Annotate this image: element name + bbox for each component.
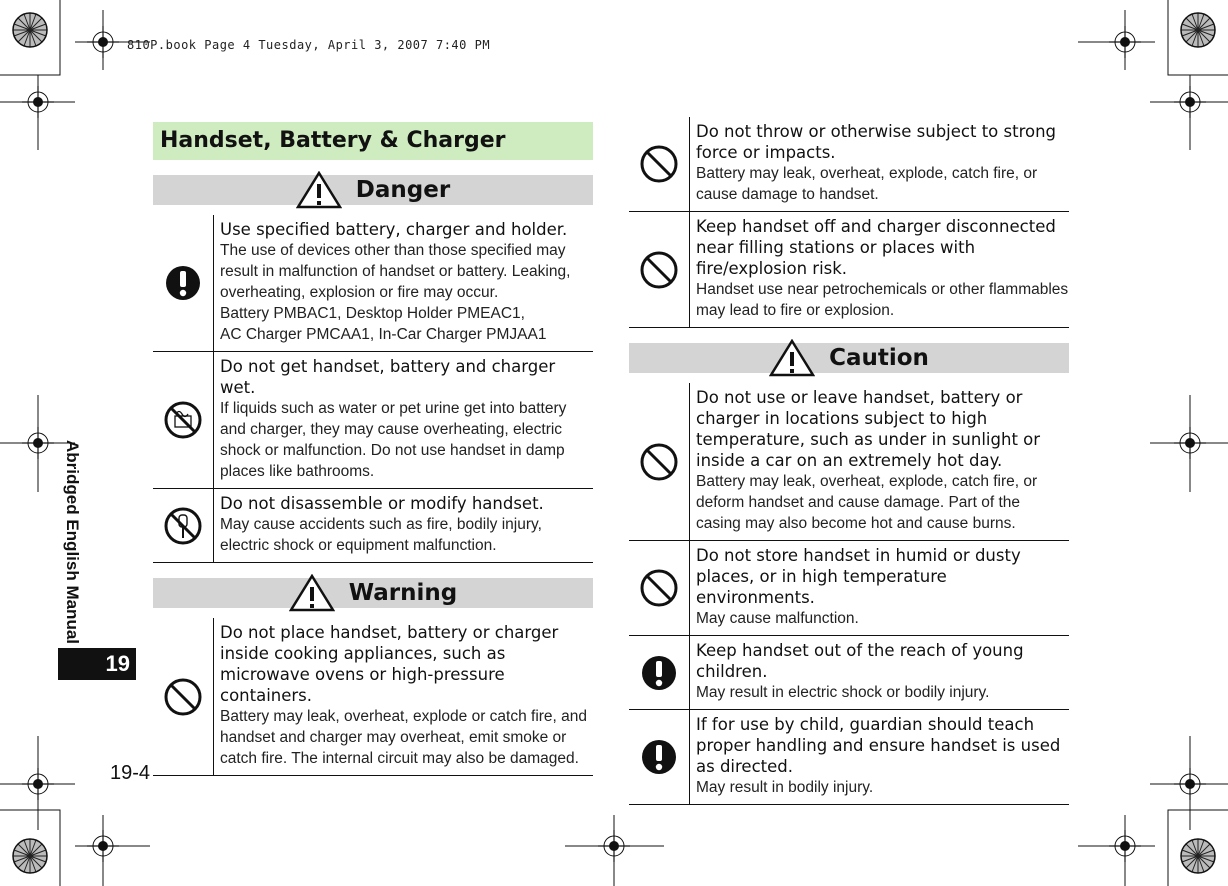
precaution-row [153, 489, 593, 563]
precaution-heading: Use specified battery, charger and holder. [220, 220, 568, 239]
precaution-body: Battery may leak, overheat, explode, catch fire, or cause damage to handset. [696, 165, 1038, 203]
precaution-heading: Keep handset out of the reach of young children. [696, 641, 1024, 681]
precaution-text [690, 636, 1069, 709]
prohibited-icon [629, 541, 690, 635]
precaution-heading: Do not disassemble or modify handset. [220, 494, 544, 513]
precaution-heading: Do not get handset, battery and charger wet. [220, 357, 556, 397]
page-number: 19-4 [110, 762, 151, 784]
chapter-tab: 19 [58, 648, 136, 680]
warning-triangle-icon [296, 171, 342, 209]
prohibited-icon [629, 117, 690, 211]
precaution-heading: Do not store handset in humid or dusty places, or in high temperature environments. [696, 546, 1021, 607]
precaution-row [153, 618, 593, 776]
prohibited-icon [629, 212, 690, 327]
precaution-row [629, 541, 1069, 636]
precaution-heading: Keep handset off and charger disconnected near filling stations or places with fire/explosion risk. [696, 217, 1056, 278]
precaution-heading: Do not throw or otherwise subject to strong force or impacts. [696, 122, 1057, 162]
prohibited-icon [629, 383, 690, 540]
precaution-row [629, 636, 1069, 710]
precaution-row [629, 710, 1069, 805]
no-disassemble-icon [153, 489, 214, 562]
precaution-text [214, 489, 593, 562]
exclamation-icon [629, 710, 690, 804]
danger-band [153, 175, 593, 205]
precaution-text [214, 215, 593, 351]
precaution-heading: Do not place handset, battery or charger inside cooking appliances, such as microwave ovens or high-pressure containers. [220, 623, 559, 705]
section-title: Handset, Battery & Charger [153, 122, 593, 160]
precaution-text [690, 117, 1069, 211]
caution-list [629, 383, 1069, 805]
exclamation-icon [629, 636, 690, 709]
left-column [153, 175, 593, 776]
precaution-text [690, 212, 1069, 327]
precaution-body: AC Charger PMCAA1, In-Car Charger PMJAA1 [220, 326, 547, 343]
danger-list [153, 215, 593, 563]
sidebar-label: Abridged English Manual [63, 440, 82, 645]
precaution-heading: If for use by child, guardian should teach proper handling and ensure handset is used as directed. [696, 715, 1061, 776]
right-column [629, 117, 1069, 805]
precaution-body: May cause malfunction. [696, 610, 859, 627]
prohibited-icon [153, 618, 214, 775]
precaution-body: May result in bodily injury. [696, 779, 874, 796]
precaution-text [690, 541, 1069, 635]
precaution-body: The use of devices other than those specified may result in malfunction of handset or battery. Leaking, overheating, explosion or fire may occur. [220, 242, 571, 301]
print-header: 810P.book Page 4 Tuesday, April 3, 2007 7:40 PM [127, 38, 491, 52]
precaution-body: Battery may leak, overheat, explode or catch fire, and handset and charger may overheat, emit smoke or catch fire. The internal circuit may also be damaged. [220, 708, 588, 767]
precaution-body: May result in electric shock or bodily injury. [696, 684, 990, 701]
caution-band [629, 343, 1069, 373]
precaution-text [690, 710, 1069, 804]
caution-label: Caution [829, 345, 929, 371]
warning-label: Warning [348, 580, 458, 606]
precaution-row [629, 117, 1069, 212]
warning-list-left [153, 618, 593, 776]
precaution-body: Battery may leak, overheat, explode, catch fire, or deform handset and cause damage. Part of the casing may also become hot and cause burns. [696, 473, 1038, 532]
warning-list-right [629, 117, 1069, 328]
precaution-body: Handset use near petrochemicals or other flammables may lead to fire or explosion. [696, 281, 1069, 319]
precaution-row [153, 352, 593, 489]
warning-triangle-icon [289, 574, 335, 612]
no-wet-icon [153, 352, 214, 488]
precaution-text [214, 618, 593, 775]
precaution-text [690, 383, 1069, 540]
precaution-body: If liquids such as water or pet urine get into battery and charger, they may cause overheating, electric shock or malfunction. Do not use handset in damp places like bathrooms. [220, 400, 567, 480]
danger-label: Danger [355, 177, 451, 203]
warning-triangle-icon [769, 339, 815, 377]
precaution-row [153, 215, 593, 352]
precaution-text [214, 352, 593, 488]
precaution-body: Battery PMBAC1, Desktop Holder PMEAC1, [220, 305, 525, 322]
exclamation-icon [153, 215, 214, 351]
precaution-body: May cause accidents such as fire, bodily injury, electric shock or equipment malfunction. [220, 516, 542, 554]
warning-band [153, 578, 593, 608]
precaution-row [629, 383, 1069, 541]
precaution-row [629, 212, 1069, 328]
precaution-heading: Do not use or leave handset, battery or charger in locations subject to high temperature, such as under in sunlight or inside a car on an extremely hot day. [696, 388, 1041, 470]
